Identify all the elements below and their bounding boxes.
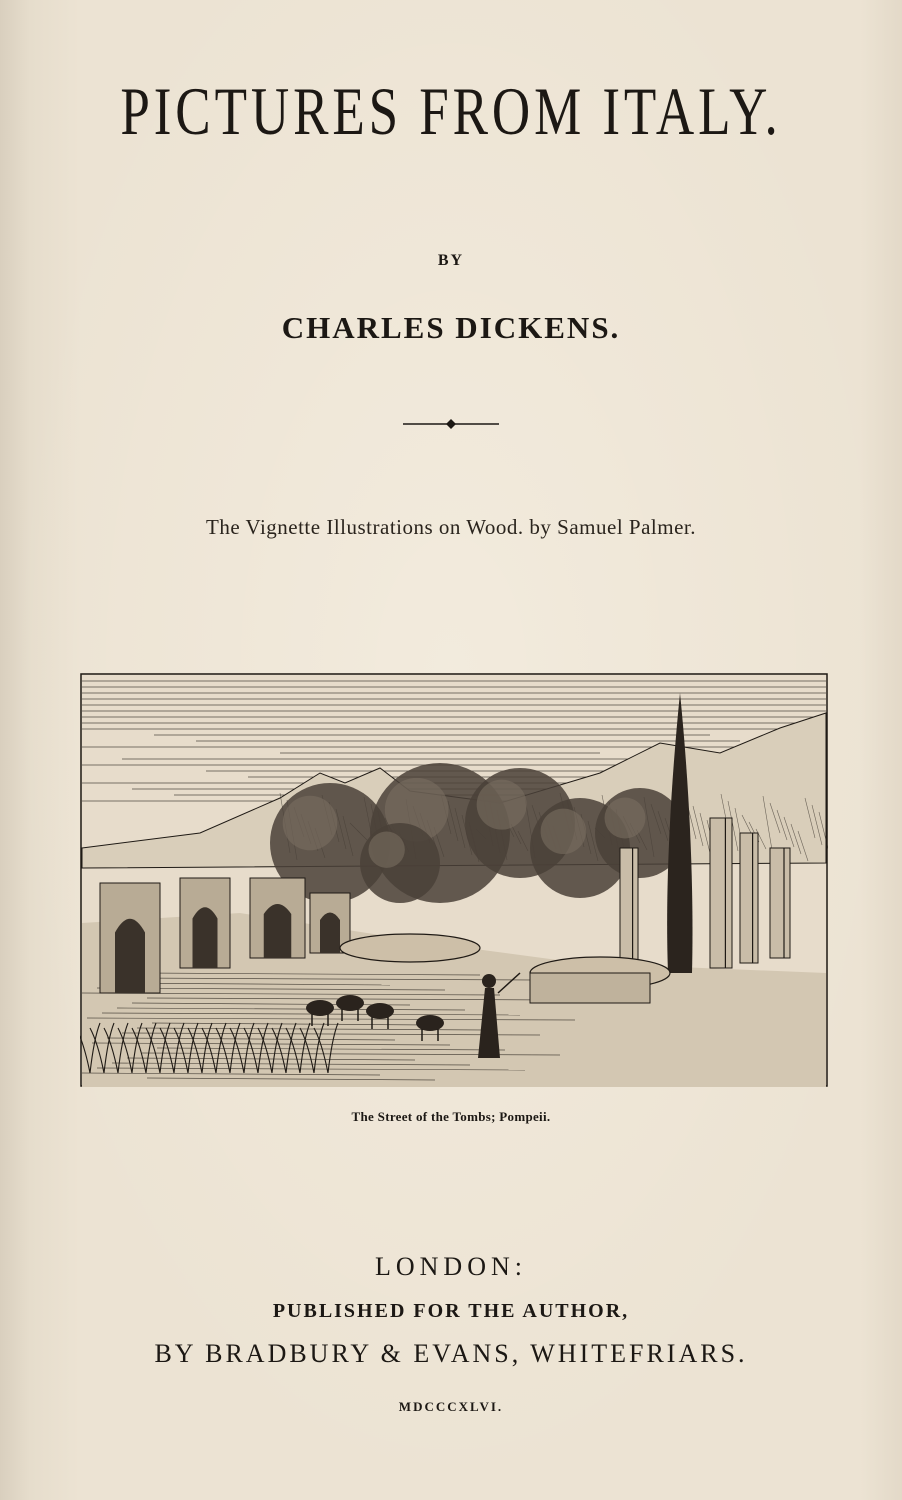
book-title: PICTURES FROM ITALY. (120, 73, 782, 149)
tree-light-3 (541, 809, 586, 854)
engraving-drawing (80, 673, 828, 1087)
tomb-arch-2 (264, 904, 292, 958)
goat-3 (416, 1015, 444, 1031)
tree-light-5 (368, 831, 404, 867)
tomb-arch-3 (320, 913, 340, 954)
shepherd-head (482, 974, 496, 988)
goat-2 (366, 1003, 394, 1019)
goat-1 (336, 995, 364, 1011)
divider-ornament (403, 416, 499, 432)
column-2 (740, 833, 758, 963)
pompeii-engraving (80, 673, 828, 1087)
tomb-arch-0 (115, 919, 145, 993)
imprint-published-for: PUBLISHED FOR THE AUTHOR, (272, 1300, 630, 1322)
tomb-arch-1 (193, 907, 218, 968)
imprint-place: LONDON: (375, 1252, 527, 1281)
column-3 (770, 848, 790, 958)
author-name: CHARLES DICKENS. (281, 310, 621, 345)
vignette-credit: The Vignette Illustrations on Wood. by Samuel Palmer. (206, 515, 696, 539)
tree-light-2 (477, 780, 527, 830)
imprint-publisher: BY BRADBURY & EVANS, WHITEFRIARS. (154, 1339, 748, 1368)
byline-prefix: BY (437, 252, 465, 269)
imprint-date: MDCCCXLVI. (398, 1399, 504, 1414)
bench-left (340, 934, 480, 962)
goat-0 (306, 1000, 334, 1016)
illustration-caption: The Street of the Tombs; Pompeii. (351, 1109, 551, 1124)
tree-light-4 (605, 798, 646, 839)
tree-5 (360, 823, 440, 903)
tree-light-0 (283, 796, 338, 851)
column-0 (620, 848, 638, 968)
fallen-stones (530, 973, 650, 1003)
column-1 (710, 818, 732, 968)
